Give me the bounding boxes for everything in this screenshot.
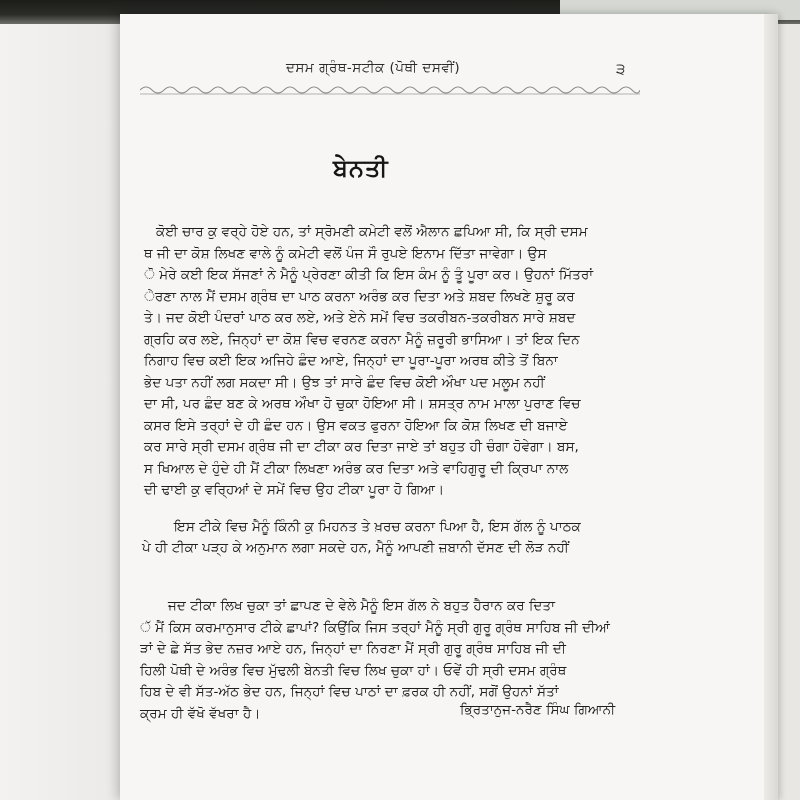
- text-line: ਭੇਦ ਪਤਾ ਨਹੀਂ ਲਗ ਸਕਦਾ ਸੀ। ਉਝ ਤਾਂ ਸਾਰੇ ਛੰਦ ਵਿਚ ਕੋਈ ਔਖਾ ਪਦ ਮਲੂਮ ਨਹੀਂ: [144, 374, 545, 391]
- text-line: ਤੇ। ਜਦ ਕੋਈ ਪੰਦਰਾਂ ਪਾਠ ਕਰ ਲਏ, ਅਤੇ ਏਨੇ ਸਮੇਂ ਵਿਚ ਤਕਰੀਬਨ-ਤਕਰੀਬਨ ਸਾਰੇ ਸ਼ਬਦ: [144, 310, 576, 326]
- author-signature: ਭ੍ਰਿਤਾਨੁਜ-ਨਰੈਣ ਸਿੰਘ ਗਿਆਨੀ: [460, 702, 616, 718]
- text-line: ੱ ਮੈਂ ਕਿਸ ਕਰਮਾਨੁਸਾਰ ਟੀਕੇ ਛਾਪਾਂ? ਕਿਉਂਕਿ ਜਿਸ ਤਰ੍ਹਾਂ ਮੈਨੂੰ ਸ੍ਰੀ ਗੁਰੂ ਗ੍ਰੰਥ ਸਾਹਿਬ ਜੀ ਦੀਆਂ: [140, 619, 610, 636]
- text-line: ਕਸਰ ਇਸੇ ਤਰ੍ਹਾਂ ਦੇ ਹੀ ਛੰਦ ਹਨ। ਉਸ ਵਕਤ ਫੁਰਨਾ ਹੋਇਆ ਕਿ ਕੋਸ਼ ਲਿਖਣ ਦੀ ਬਜਾਏ: [144, 417, 568, 434]
- text-line: ਜਦ ਟੀਕਾ ਲਿਖ ਚੁਕਾ ਤਾਂ ਛਾਪਣ ਦੇ ਵੇਲੇ ਮੈਨੂੰ ਇਸ ਗੱਲ ਨੇ ਬਹੁਤ ਹੈਰਾਨ ਕਰ ਦਿਤਾ: [168, 598, 555, 614]
- page-edge-shadow: [764, 14, 778, 800]
- paragraph-1: [120, 222, 660, 502]
- text-line: ਕੋਈ ਚਾਰ ਕੁ ਵਰ੍ਹੇ ਹੋਏ ਹਨ, ਤਾਂ ਸ੍ਰੋਮਣੀ ਕਮੇਟੀ ਵਲੋਂ ਐਲਾਨ ਛਪਿਆ ਸੀ, ਕਿ ਸ੍ਰੀ ਦਸਮ: [156, 224, 588, 240]
- text-line: ਦਾ ਸੀ, ਪਰ ਛੰਦ ਬਣ ਕੇ ਅਰਥ ਔਖਾ ਹੋ ਚੁਕਾ ਹੋਇਆ ਸੀ। ਸ਼ਸਤ੍ਰ ਨਾਮ ਮਾਲਾ ਪੁਰਾਣ ਵਿਚ: [144, 396, 581, 412]
- text-line: ਹਿਲੀ ਪੋਥੀ ਦੇ ਅਰੰਭ ਵਿਚ ਮੁੱਢਲੀ ਬੇਨਤੀ ਵਿਚ ਲਿਖ ਚੁਕਾ ਹਾਂ। ਓਵੇਂ ਹੀ ਸ੍ਰੀ ਦਸਮ ਗ੍ਰੰਥ: [140, 662, 567, 679]
- body-text: [120, 222, 660, 725]
- text-line: ਪੇ ਹੀ ਟੀਕਾ ਪੜ੍ਹ ਕੇ ਅਨੁਮਾਨ ਲਗਾ ਸਕਦੇ ਹਨ, ਮੈਨੂੰ ਆਪਣੀ ਜ਼ਬਾਨੀ ਦੱਸਣ ਦੀ ਲੋੜ ਨਹੀਂ: [142, 540, 569, 556]
- decorative-border-ornament: [140, 82, 640, 96]
- text-line: ਗ੍ਰਹਿ ਕਰ ਲਏ, ਜਿਨ੍ਹਾਂ ਦਾ ਕੋਸ਼ ਵਿਚ ਵਰਨਣ ਕਰਨਾ ਮੈਨੂੰ ਜ਼ਰੂਰੀ ਭਾਸਿਆ। ਤਾਂ ਇਕ ਦਿਨ: [144, 331, 580, 348]
- page-title: ਬੇਨਤੀ: [333, 154, 389, 182]
- running-header-title: ਦਸਮ ਗ੍ਰੰਥ-ਸਟੀਕ (ਪੋਥੀ ਦਸਵੀਂ): [286, 60, 461, 76]
- text-line: ਨਿਗਾਹ ਵਿਚ ਕਈ ਇਕ ਅਜਿਹੇ ਛੰਦ ਆਏ, ਜਿਨ੍ਹਾਂ ਦਾ ਪੂਰਾ-ਪੂਰਾ ਅਰਥ ਕੀਤੇ ਤੋਂ ਬਿਨਾ: [144, 353, 558, 369]
- text-line: ਸ ਖਿਆਲ ਦੇ ਹੁੰਦੇ ਹੀ ਮੈਂ ਟੀਕਾ ਲਿਖਣਾ ਅਰੰਭ ਕਰ ਦਿਤਾ ਅਤੇ ਵਾਹਿਗੁਰੂ ਦੀ ਕ੍ਰਿਪਾ ਨਾਲ: [144, 460, 569, 477]
- text-line: ਇਸ ਟੀਕੇ ਵਿਚ ਮੈਨੂੰ ਕਿੰਨੀ ਕੁ ਮਿਹਨਤ ਤੇ ਖ਼ਰਚ ਕਰਨਾ ਪਿਆ ਹੈ, ਇਸ ਗੱਲ ਨੂੰ ਪਾਠਕ: [174, 518, 581, 535]
- paragraph-2: [120, 517, 660, 582]
- text-line: ੇਰਣਾ ਨਾਲ ਮੈਂ ਦਸਮ ਗ੍ਰੰਥ ਦਾ ਪਾਠ ਕਰਨਾ ਅਰੰਭ ਕਰ ਦਿਤਾ ਅਤੇ ਸ਼ਬਦ ਲਿਖਣੇ ਸ਼ੁਰੂ ਕਰ: [144, 288, 575, 305]
- text-line: ੋ ਮੇਰੇ ਕਈ ਇਕ ਸੱਜਣਾਂ ਨੇ ਮੈਨੂੰ ਪ੍ਰੇਰਣਾ ਕੀਤੀ ਕਿ ਇਸ ਕੰਮ ਨੂੰ ਤੂੰ ਪੂਰਾ ਕਰ। ਉਹਨਾਂ ਮਿੱਤਰਾਂ: [144, 267, 594, 283]
- text-line: ੜਾਂ ਦੇ ਛੇ ਸੱਤ ਭੇਦ ਨਜ਼ਰ ਆਏ ਹਨ, ਜਿਨ੍ਹਾਂ ਦਾ ਨਿਰਣਾ ਮੈਂ ਸ੍ਰੀ ਗੁਰੂ ਗ੍ਰੰਥ ਸਾਹਿਬ ਜੀ ਦੀ: [140, 641, 566, 657]
- text-line: ਦੀ ਢਾਈ ਕੁ ਵਰ੍ਹਿਆਂ ਦੇ ਸਮੇਂ ਵਿਚ ਉਹ ਟੀਕਾ ਪੂਰਾ ਹੋ ਗਿਆ।: [144, 482, 445, 498]
- book-page: [120, 14, 778, 800]
- page-number: ੩: [616, 60, 626, 78]
- text-line: ਕਰ ਸਾਰੇ ਸ੍ਰੀ ਦਸਮ ਗ੍ਰੰਥ ਜੀ ਦਾ ਟੀਕਾ ਕਰ ਦਿਤਾ ਜਾਏ ਤਾਂ ਬਹੁਤ ਹੀ ਚੰਗਾ ਹੋਵੇਗਾ। ਬਸ,: [144, 439, 579, 455]
- background-surface-left: [0, 0, 130, 800]
- text-line: ਹਿਬ ਦੇ ਵੀ ਸੱਤ-ਅੱਠ ਭੇਦ ਹਨ, ਜਿਨ੍ਹਾਂ ਵਿਚ ਪਾਠਾਂ ਦਾ ਫ਼ਰਕ ਹੀ ਨਹੀਂ, ਸਗੋਂ ਉਹਨਾਂ ਸੱਤਾਂ: [140, 684, 559, 700]
- text-line: [142, 560, 660, 582]
- text-line: ਕ੍ਰਮ ਹੀ ਵੱਖੋ ਵੱਖਰਾ ਹੈ।: [140, 705, 261, 722]
- text-line: ਥ ਜੀ ਦਾ ਕੋਸ਼ ਲਿਖਣ ਵਾਲੇ ਨੂੰ ਕਮੇਟੀ ਵਲੋਂ ਪੰਜ ਸੌ ਰੁਪਏ ਇਨਾਮ ਦਿੱਤਾ ਜਾਵੇਗਾ। ਉਸ: [144, 245, 547, 262]
